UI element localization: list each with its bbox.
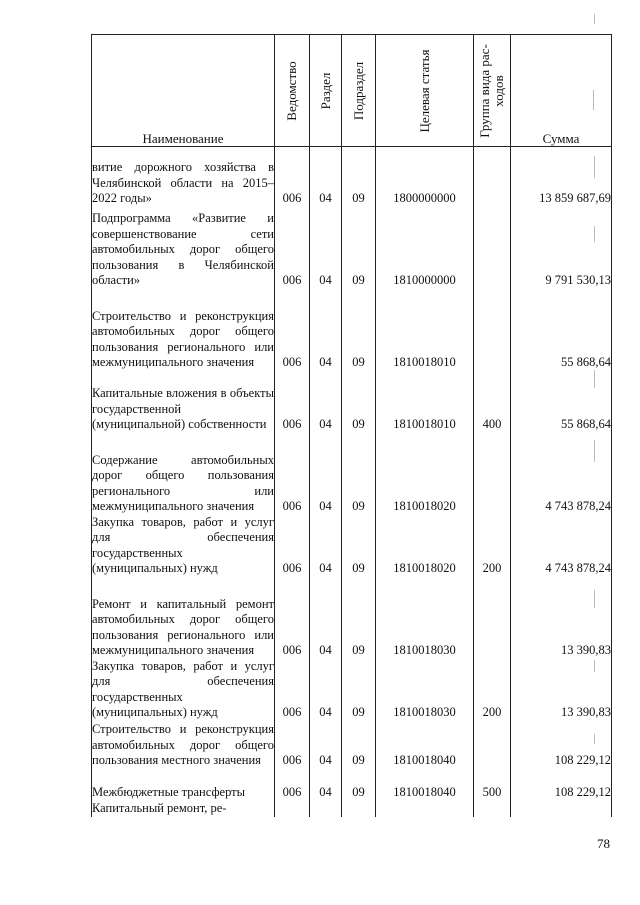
table-row <box>92 433 612 515</box>
row-razdel: 04 <box>310 721 342 769</box>
row-name: Капитальные вложения в объекты государственной (муниципальной) собственности <box>92 371 275 433</box>
row-razdel: 04 <box>310 577 342 659</box>
row-podrazdel: 09 <box>342 769 376 801</box>
row-razdel: 04 <box>310 433 342 515</box>
row-podrazdel: 09 <box>342 371 376 433</box>
row-summa: 13 390,83 <box>511 577 612 659</box>
table-row <box>92 721 612 769</box>
row-razdel: 04 <box>310 769 342 801</box>
row-gruppa: 500 <box>474 769 511 801</box>
row-name: Ремонт и капитальный ремонт автомобильных дорог общего пользования регионального или межмуниципального значения <box>92 577 275 659</box>
row-podrazdel: 09 <box>342 207 376 289</box>
row-summa: 55 868,64 <box>511 289 612 371</box>
row-gruppa <box>474 289 511 371</box>
header-gruppa: Группа вида рас-ходов <box>474 35 511 147</box>
row-gruppa <box>474 801 511 817</box>
row-celevaya <box>376 801 474 817</box>
row-summa: 108 229,12 <box>511 769 612 801</box>
table-row <box>92 577 612 659</box>
row-summa <box>511 801 612 817</box>
table-row <box>92 769 612 801</box>
row-vedomstvo: 006 <box>275 515 310 577</box>
row-vedomstvo: 006 <box>275 147 310 207</box>
row-name: Подпрограмма «Развитие и совершенствование сети автомобильных дорог общего пользования в Челябинской области» <box>92 207 275 289</box>
row-gruppa <box>474 721 511 769</box>
row-vedomstvo: 006 <box>275 207 310 289</box>
scan-artifact <box>594 590 595 608</box>
row-name: Закупка товаров, работ и услуг для обеспечения государственных (муниципальных) нужд <box>92 514 274 575</box>
row-summa: 4 743 878,24 <box>511 433 612 515</box>
scan-artifact <box>594 370 595 388</box>
row-gruppa <box>474 433 511 515</box>
row-vedomstvo: 006 <box>275 289 310 371</box>
row-celevaya: 1810018030 <box>376 577 474 659</box>
row-podrazdel: 09 <box>342 433 376 515</box>
table-row <box>92 801 612 817</box>
scan-artifact <box>594 734 595 744</box>
table-row <box>92 371 612 433</box>
row-celevaya: 1810018010 <box>376 371 474 433</box>
row-summa: 13 390,83 <box>511 659 612 721</box>
row-celevaya: 1810000000 <box>376 207 474 289</box>
header-razdel: Раздел <box>310 35 342 147</box>
header-celevaya: Целевая статья <box>376 35 474 147</box>
row-summa: 108 229,12 <box>511 721 612 769</box>
row-vedomstvo <box>275 801 310 817</box>
table-row <box>92 289 612 371</box>
row-podrazdel: 09 <box>342 659 376 721</box>
header-vedomstvo: Ведомство <box>275 35 310 147</box>
row-name: Строительство и реконструкция автомобильных дорог общего пользования регионального или межмуниципального значения <box>92 289 275 371</box>
row-name: Межбюджетные трансферты <box>92 769 275 801</box>
row-summa: 4 743 878,24 <box>511 515 612 577</box>
row-summa: 55 868,64 <box>511 371 612 433</box>
row-celevaya: 1810018030 <box>376 659 474 721</box>
row-razdel: 04 <box>310 371 342 433</box>
row-razdel <box>310 801 342 817</box>
row-gruppa: 200 <box>474 515 511 577</box>
row-name: Строительство и реконструкция автомобильных дорог общего пользования местного значения <box>92 722 274 767</box>
scan-artifact <box>594 14 595 24</box>
row-gruppa <box>474 147 511 207</box>
row-razdel: 04 <box>310 659 342 721</box>
row-vedomstvo: 006 <box>275 721 310 769</box>
scan-artifact <box>593 90 594 110</box>
row-name: витие дорожного хозяйства в Челябинской области на 2015–2022 годы» <box>92 147 275 207</box>
header-podrazdel: Подраздел <box>342 35 376 147</box>
row-podrazdel: 09 <box>342 147 376 207</box>
page-number: 78 <box>597 836 610 851</box>
row-podrazdel: 09 <box>342 515 376 577</box>
row-razdel: 04 <box>310 515 342 577</box>
budget-table <box>91 34 612 817</box>
row-vedomstvo: 006 <box>275 659 310 721</box>
row-celevaya: 1810018020 <box>376 433 474 515</box>
scan-artifact <box>594 660 595 672</box>
row-vedomstvo: 006 <box>275 577 310 659</box>
row-gruppa: 400 <box>474 371 511 433</box>
row-vedomstvo: 006 <box>275 769 310 801</box>
table-row <box>92 515 612 577</box>
row-celevaya: 1810018020 <box>376 515 474 577</box>
row-gruppa: 200 <box>474 659 511 721</box>
scan-artifact <box>594 156 595 178</box>
row-vedomstvo: 006 <box>275 371 310 433</box>
table-header-row <box>92 35 612 147</box>
header-summa: Сумма <box>511 35 612 147</box>
row-summa: 13 859 687,69 <box>511 147 612 207</box>
row-celevaya: 1810018040 <box>376 769 474 801</box>
row-podrazdel: 09 <box>342 577 376 659</box>
row-celevaya: 1810018040 <box>376 721 474 769</box>
row-celevaya: 1810018010 <box>376 289 474 371</box>
row-razdel: 04 <box>310 207 342 289</box>
row-podrazdel: 09 <box>342 289 376 371</box>
row-razdel: 04 <box>310 289 342 371</box>
row-podrazdel <box>342 801 376 817</box>
row-podrazdel: 09 <box>342 721 376 769</box>
row-razdel: 04 <box>310 147 342 207</box>
scan-artifact <box>594 440 595 462</box>
row-gruppa <box>474 577 511 659</box>
scan-artifact <box>594 226 595 242</box>
row-gruppa <box>474 207 511 289</box>
table-row <box>92 659 612 721</box>
row-name: Содержание автомобильных дорог общего пользования регионального или межмуниципального значения <box>92 433 275 515</box>
row-name: Закупка товаров, работ и услуг для обеспечения государственных (муниципальных) нужд <box>92 658 274 719</box>
table-row <box>92 207 612 289</box>
row-summa: 9 791 530,13 <box>511 207 612 289</box>
row-name: Капитальный ремонт, ре- <box>92 801 275 817</box>
header-name: Наименование <box>92 35 275 147</box>
row-celevaya: 1800000000 <box>376 147 474 207</box>
table-row <box>92 147 612 207</box>
row-vedomstvo: 006 <box>275 433 310 515</box>
